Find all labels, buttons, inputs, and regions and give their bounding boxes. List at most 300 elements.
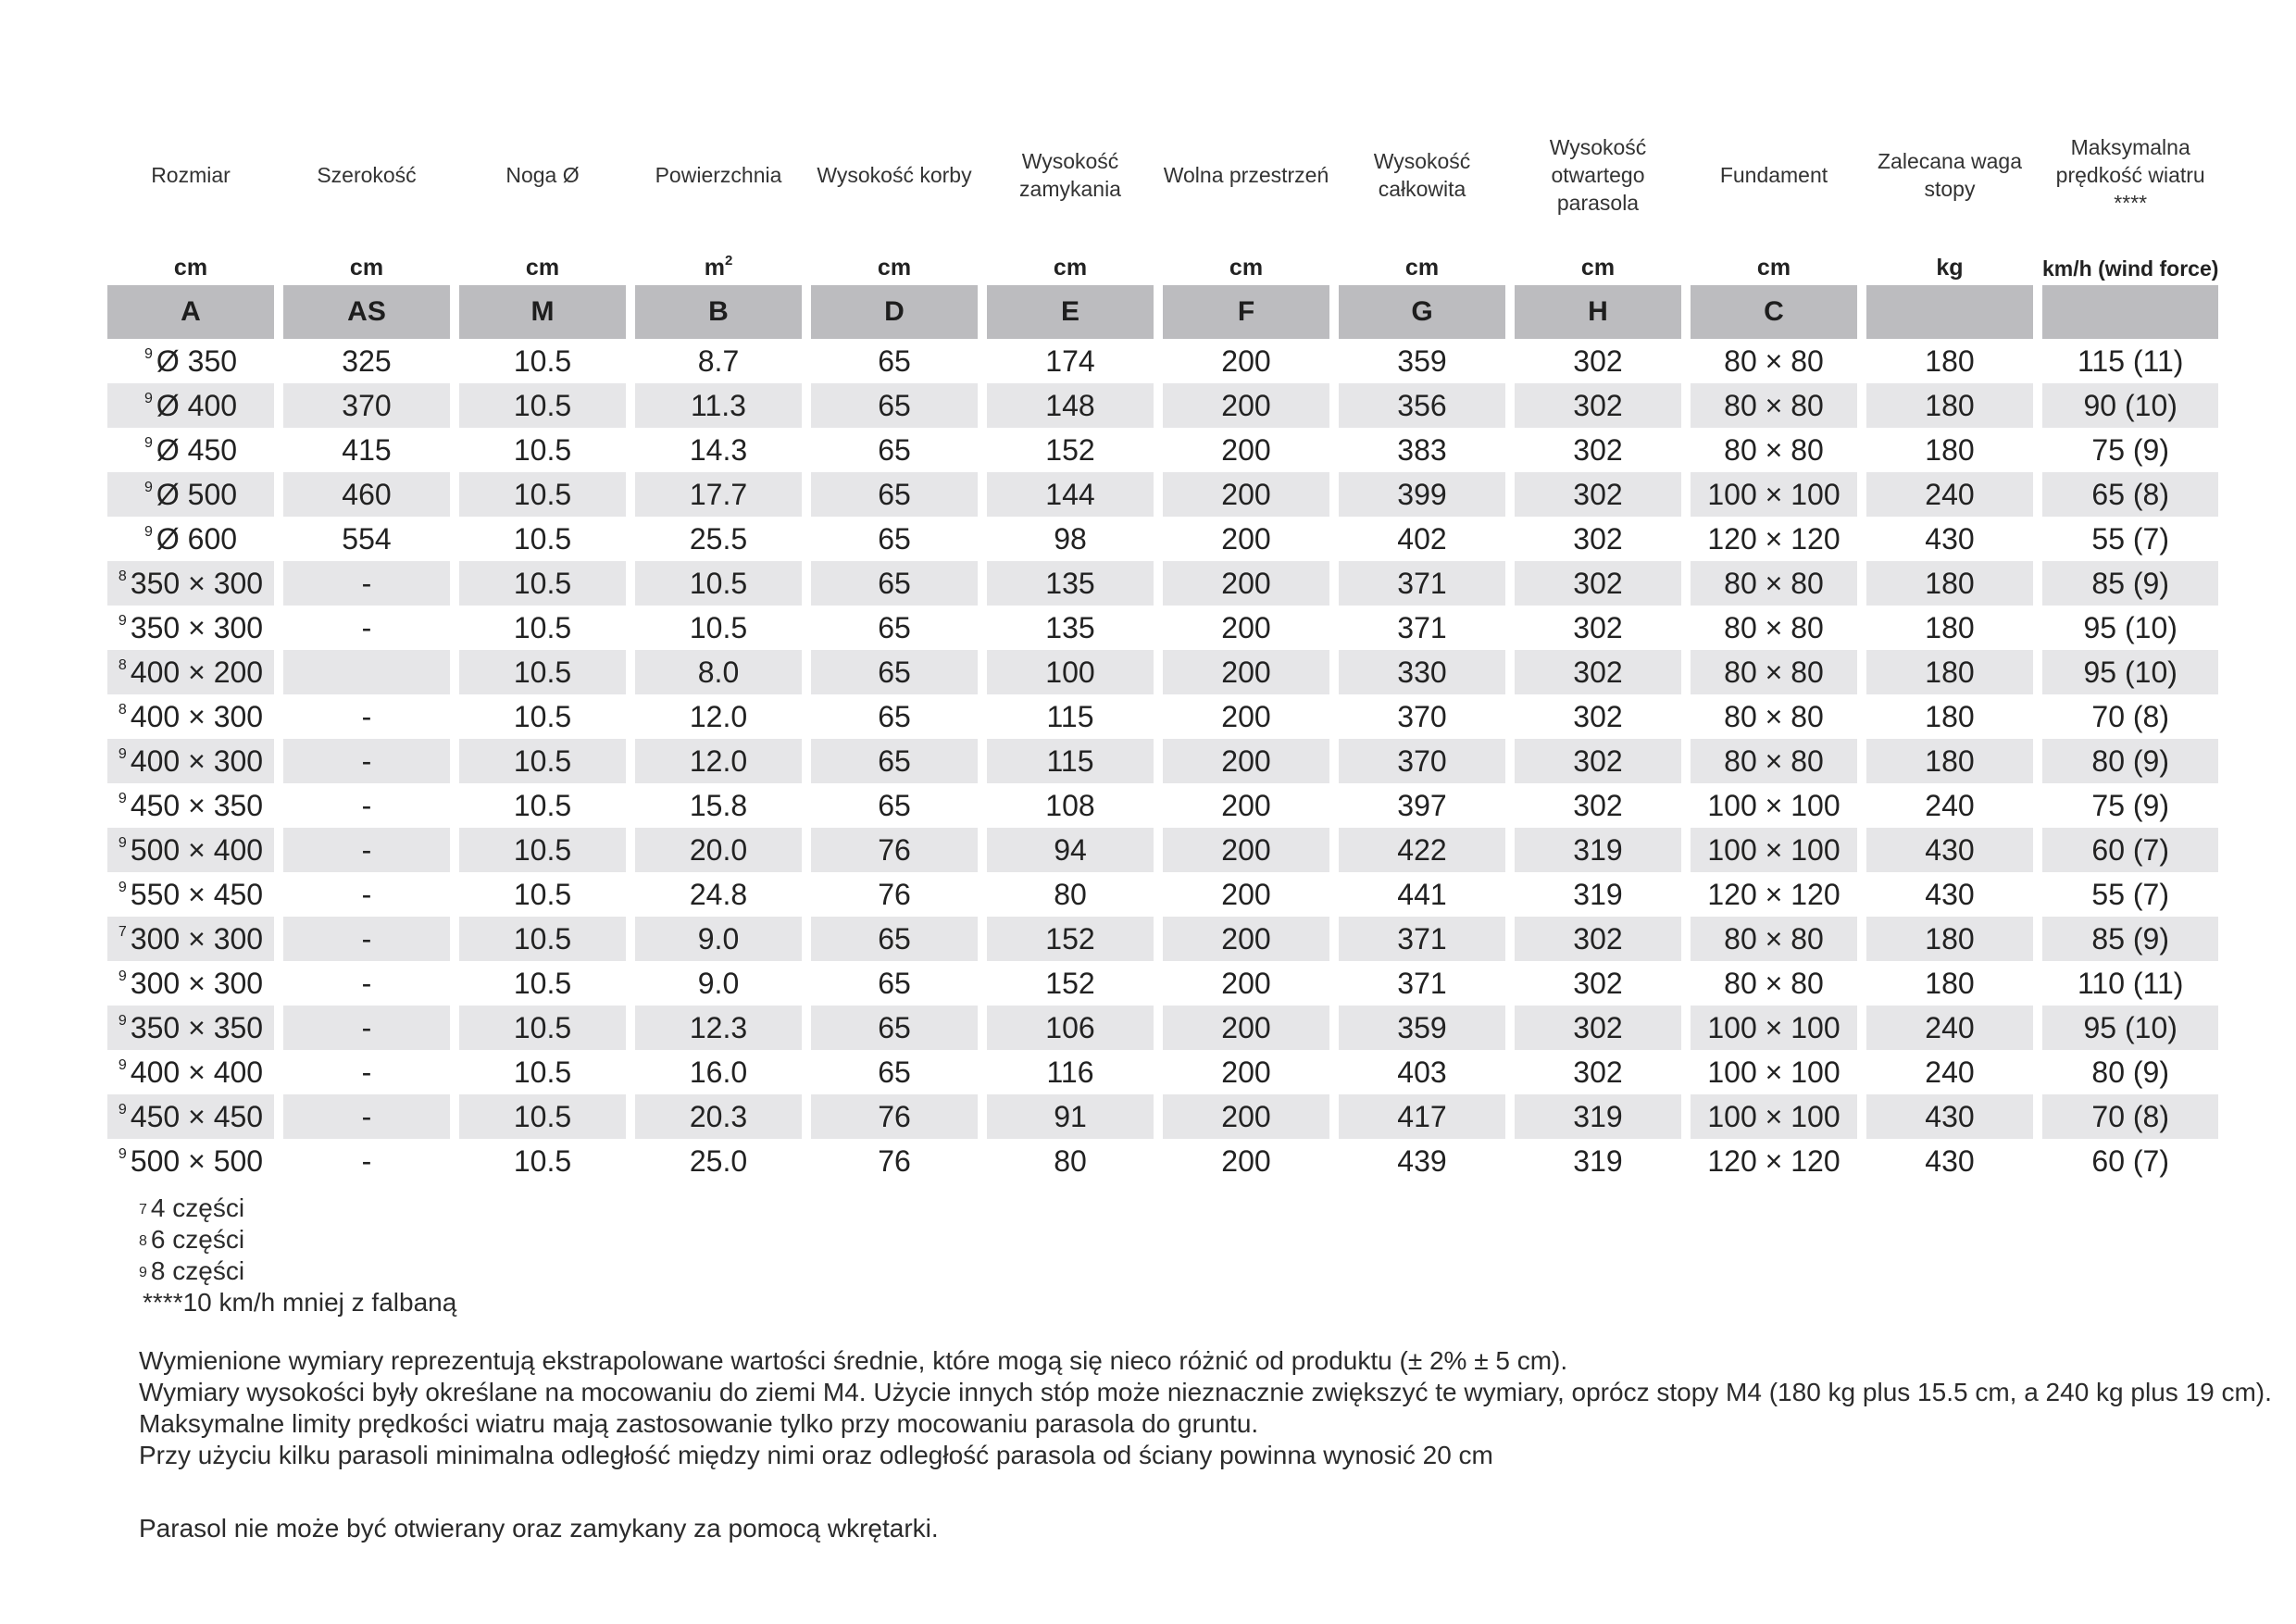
cell-base-weight: 180 (1866, 561, 2033, 606)
col-letter: C (1691, 281, 1857, 339)
parts-superscript: 9 (118, 790, 127, 806)
size-value: 300 × 300 (130, 921, 264, 956)
table-row (107, 650, 2218, 694)
size-value: 500 × 500 (130, 1143, 264, 1178)
parts-superscript: 9 (118, 834, 127, 851)
parts-superscript: 9 (118, 968, 127, 984)
cell-area: 8.0 (635, 650, 802, 694)
cell-crank-height: 65 (878, 1055, 911, 1089)
cell-foundation: 80 × 80 (1724, 699, 1824, 733)
cell-base-weight: 240 (1925, 1055, 1975, 1089)
col-letter: H (1515, 281, 1681, 339)
cell-closing-height: 115 (987, 739, 1154, 783)
cell-foundation: 100 × 100 (1691, 828, 1857, 872)
cell-max-wind: 55 (7) (2091, 521, 2169, 556)
footnote-item (139, 1287, 456, 1318)
cell-open-height: 302 (1515, 1006, 1681, 1050)
cell-leg: 10.5 (513, 1055, 572, 1089)
cell-base-weight: 180 (1866, 739, 2033, 783)
cell-width: - (361, 966, 372, 1000)
col-header-total-height: Wysokość całkowita (1373, 149, 1471, 201)
cell-clearance: 200 (1221, 966, 1271, 1000)
cell-crank-height: 65 (878, 966, 911, 1000)
cell-crank-height: 76 (811, 828, 978, 872)
cell-closing-height: 174 (1045, 344, 1095, 378)
cell-total-height: 417 (1339, 1094, 1505, 1139)
parts-superscript: 9 (144, 479, 153, 495)
cell-crank-height: 65 (811, 917, 978, 961)
cell-open-height: 319 (1515, 828, 1681, 872)
cell-size (107, 606, 274, 650)
cell-clearance: 200 (1221, 699, 1271, 733)
footnote-item (139, 1193, 456, 1224)
size-value: 450 × 350 (130, 788, 264, 822)
col-header-area: Powierzchnia (655, 163, 782, 187)
table-row (107, 472, 2218, 517)
col-unit: cm (1404, 255, 1440, 281)
cell-size (107, 1094, 274, 1139)
cell-total-height: 397 (1397, 788, 1447, 822)
cell-crank-height: 65 (878, 788, 911, 822)
cell-closing-height: 80 (1054, 1143, 1087, 1178)
cell-crank-height: 76 (878, 877, 911, 911)
cell-crank-height: 65 (878, 699, 911, 733)
cell-max-wind: 95 (10) (2083, 610, 2177, 644)
cell-foundation: 80 × 80 (1724, 610, 1824, 644)
parts-superscript: 9 (118, 612, 127, 629)
cell-closing-height: 94 (987, 828, 1154, 872)
cell-foundation: 100 × 100 (1691, 1006, 1857, 1050)
cell-clearance: 200 (1221, 521, 1271, 556)
cell-max-wind: 75 (9) (2091, 432, 2169, 467)
cell-clearance: 200 (1163, 917, 1329, 961)
cell-total-height: 370 (1397, 699, 1447, 733)
cell-leg: 10.5 (513, 699, 572, 733)
footnote-marker: 9 (139, 1265, 147, 1280)
cell-max-wind: 70 (8) (2042, 1094, 2218, 1139)
size-value: 400 × 200 (130, 655, 264, 689)
cell-open-height: 302 (1573, 610, 1623, 644)
cell-max-wind: 55 (7) (2091, 877, 2169, 911)
cell-base-weight: 430 (1925, 521, 1975, 556)
cell-base-weight: 180 (1925, 432, 1975, 467)
cell-total-height: 371 (1397, 966, 1447, 1000)
col-unit: cm (173, 255, 208, 281)
remark-line: Maksymalne limity prędkości wiatru mają zastosowanie tylko przy mocowaniu parasola do gruntu. (139, 1409, 1259, 1438)
cell-closing-height: 100 (987, 650, 1154, 694)
cell-area: 12.3 (635, 1006, 802, 1050)
cell-base-weight: 180 (1925, 966, 1975, 1000)
footnote-item (139, 1224, 456, 1255)
cell-crank-height: 65 (811, 561, 978, 606)
cell-clearance: 200 (1163, 828, 1329, 872)
cell-crank-height: 65 (878, 521, 911, 556)
cell-width: 415 (342, 432, 392, 467)
table-row (107, 1050, 2218, 1094)
cell-total-height: 383 (1397, 432, 1447, 467)
cell-area: 10.5 (689, 610, 748, 644)
cell-clearance: 200 (1221, 610, 1271, 644)
size-value: Ø 500 (156, 477, 238, 511)
cell-max-wind: 95 (10) (2042, 650, 2218, 694)
cell-size (107, 1139, 274, 1183)
col-header-width: Szerokość (317, 163, 417, 187)
cell-max-wind: 85 (9) (2042, 917, 2218, 961)
cell-base-weight: 180 (1866, 383, 2033, 428)
cell-crank-height: 65 (811, 383, 978, 428)
cell-area: 25.5 (689, 521, 748, 556)
cell-size (107, 694, 274, 739)
cell-clearance: 200 (1221, 1055, 1271, 1089)
cell-open-height: 302 (1515, 383, 1681, 428)
cell-open-height: 302 (1515, 650, 1681, 694)
cell-max-wind: 60 (7) (2042, 828, 2218, 872)
cell-foundation: 80 × 80 (1724, 344, 1824, 378)
cell-total-height: 359 (1397, 344, 1447, 378)
col-unit: cm (525, 255, 560, 281)
cell-size (107, 739, 274, 783)
cell-base-weight: 180 (1866, 917, 2033, 961)
cell-area: 12.0 (689, 699, 748, 733)
cell-base-weight: 430 (1925, 1143, 1975, 1178)
table-row (107, 561, 2218, 606)
cell-closing-height: 148 (987, 383, 1154, 428)
cell-size (107, 428, 274, 472)
col-letter: B (635, 281, 802, 339)
size-value: 350 × 300 (130, 610, 264, 644)
cell-base-weight: 430 (1866, 1094, 2033, 1139)
cell-total-height: 399 (1339, 472, 1505, 517)
cell-size (107, 383, 274, 428)
cell-leg: 10.5 (513, 521, 572, 556)
col-header-crank-height: Wysokość korby (817, 163, 972, 187)
footnote-item (139, 1255, 456, 1287)
cell-area: 24.8 (689, 877, 748, 911)
cell-open-height: 319 (1573, 877, 1623, 911)
final-note: Parasol nie może być otwierany oraz zamykany za pomocą wkrętarki. (139, 1514, 939, 1543)
remark-line: Wymiary wysokości były określane na mocowaniu do ziemi M4. Użycie innych stóp może nieznacznie zwiększyć te wymiary, oprócz stopy M4 (180 kg plus 15.5 cm, a 240 kg plus 19 cm). (139, 1378, 2272, 1406)
cell-max-wind: 80 (9) (2042, 739, 2218, 783)
size-value: Ø 600 (156, 521, 238, 556)
cell-crank-height: 65 (811, 650, 978, 694)
cell-width: - (283, 1006, 450, 1050)
cell-open-height: 302 (1573, 788, 1623, 822)
cell-size (107, 517, 274, 561)
cell-size (107, 339, 274, 383)
remark-line: Wymienione wymiary reprezentują ekstrapolowane wartości średnie, które mogą się nieco różnić od produktu (± 2% ± 5 cm). (139, 1346, 1568, 1375)
footnote-text: 6 części (150, 1225, 245, 1254)
size-value: Ø 450 (156, 432, 238, 467)
table-row (107, 339, 2218, 383)
cell-width: - (283, 1094, 450, 1139)
table-row (107, 872, 2218, 917)
cell-crank-height: 76 (811, 1094, 978, 1139)
cell-total-height: 403 (1397, 1055, 1447, 1089)
cell-leg: 10.5 (459, 383, 626, 428)
cell-closing-height: 106 (987, 1006, 1154, 1050)
cell-foundation: 100 × 100 (1707, 788, 1841, 822)
cell-clearance: 200 (1163, 383, 1329, 428)
col-header-foundation: Fundament (1719, 163, 1828, 187)
size-value: 450 × 450 (130, 1099, 264, 1133)
cell-area: 11.3 (635, 383, 802, 428)
cell-crank-height: 65 (878, 432, 911, 467)
cell-open-height: 302 (1515, 561, 1681, 606)
table-body (107, 339, 2218, 1183)
cell-max-wind: 70 (8) (2091, 699, 2169, 733)
size-value: 350 × 300 (130, 566, 264, 600)
cell-leg: 10.5 (459, 561, 626, 606)
cell-leg: 10.5 (513, 344, 572, 378)
cell-leg: 10.5 (459, 739, 626, 783)
cell-clearance: 200 (1221, 1143, 1271, 1178)
table-row (107, 1094, 2218, 1139)
parts-superscript: 9 (118, 879, 127, 895)
cell-foundation: 120 × 120 (1707, 1143, 1841, 1178)
remark-line: Przy użyciu kilku parasoli minimalna odległość między nimi oraz odległość parasola od ściany powinna wynosić 20 cm (139, 1441, 1493, 1469)
cell-total-height: 356 (1339, 383, 1505, 428)
table-row (107, 961, 2218, 1006)
cell-width: 370 (283, 383, 450, 428)
size-value: 400 × 300 (130, 743, 264, 778)
cell-base-weight: 430 (1925, 877, 1975, 911)
cell-clearance: 200 (1163, 472, 1329, 517)
parts-superscript: 9 (144, 390, 153, 406)
table-row (107, 517, 2218, 561)
col-unit: cm (1756, 255, 1791, 281)
cell-total-height: 402 (1397, 521, 1447, 556)
cell-size (107, 917, 274, 961)
remarks (139, 1345, 2272, 1471)
cell-foundation: 100 × 100 (1707, 1055, 1841, 1089)
cell-closing-height: 135 (1045, 610, 1095, 644)
cell-size (107, 783, 274, 828)
cell-closing-height: 91 (987, 1094, 1154, 1139)
cell-open-height: 302 (1573, 966, 1623, 1000)
footnote-text: 4 części (150, 1193, 245, 1222)
parts-superscript: 9 (144, 434, 153, 451)
cell-open-height: 302 (1573, 521, 1623, 556)
cell-leg: 10.5 (459, 650, 626, 694)
cell-width: - (361, 699, 372, 733)
col-letter: E (987, 281, 1154, 339)
size-value: 400 × 400 (130, 1055, 264, 1089)
cell-clearance: 200 (1221, 877, 1271, 911)
cell-base-weight: 240 (1925, 788, 1975, 822)
cell-clearance: 200 (1221, 432, 1271, 467)
cell-leg: 10.5 (459, 828, 626, 872)
cell-clearance: 200 (1163, 739, 1329, 783)
col-unit: cm (877, 255, 912, 281)
col-unit: cm (1580, 255, 1616, 281)
col-header-base-weight: Zalecana waga stopy (1878, 149, 2022, 201)
size-value: 400 × 300 (130, 699, 264, 733)
cell-clearance: 200 (1163, 650, 1329, 694)
col-header-max-wind: Maksymalna prędkość wiatru **** (2055, 135, 2205, 215)
cell-crank-height: 65 (811, 472, 978, 517)
cell-clearance: 200 (1163, 1006, 1329, 1050)
table-row (107, 606, 2218, 650)
col-header-closing-height: Wysokość zamykania (1019, 149, 1121, 201)
cell-width: - (361, 1143, 372, 1178)
cell-open-height: 302 (1573, 699, 1623, 733)
col-unit: cm (349, 255, 384, 281)
cell-max-wind: 80 (9) (2091, 1055, 2169, 1089)
cell-foundation: 100 × 100 (1691, 1094, 1857, 1139)
cell-foundation: 120 × 120 (1707, 877, 1841, 911)
cell-size (107, 872, 274, 917)
col-letter: G (1339, 281, 1505, 339)
cell-closing-height: 152 (1045, 966, 1095, 1000)
cell-width: - (283, 739, 450, 783)
table-row (107, 694, 2218, 739)
cell-foundation: 80 × 80 (1724, 966, 1824, 1000)
cell-width: - (361, 788, 372, 822)
parts-superscript: 9 (144, 523, 153, 540)
table-row (107, 739, 2218, 783)
size-value: 500 × 400 (130, 832, 264, 867)
cell-leg: 10.5 (459, 472, 626, 517)
cell-total-height: 441 (1397, 877, 1447, 911)
cell-base-weight: 240 (1866, 1006, 2033, 1050)
parts-superscript: 9 (118, 745, 127, 762)
col-header-size: Rozmiar (151, 163, 231, 187)
footnote-text: ****10 km/h mniej z falbaną (143, 1288, 457, 1317)
table-row (107, 1139, 2218, 1183)
cell-closing-height: 115 (1046, 699, 1094, 733)
cell-crank-height: 65 (811, 1006, 978, 1050)
unit-superscript: 2 (724, 253, 733, 269)
cell-open-height: 302 (1515, 917, 1681, 961)
cell-closing-height: 135 (987, 561, 1154, 606)
size-value: 350 × 350 (130, 1010, 264, 1044)
cell-foundation: 80 × 80 (1691, 561, 1857, 606)
size-value: Ø 350 (156, 344, 238, 378)
table-row (107, 428, 2218, 472)
cell-closing-height: 144 (987, 472, 1154, 517)
footnote-marker: 7 (139, 1202, 147, 1218)
size-value: Ø 400 (156, 388, 238, 422)
col-letter: F (1163, 281, 1329, 339)
cell-leg: 10.5 (513, 788, 572, 822)
cell-total-height: 371 (1339, 917, 1505, 961)
cell-max-wind: 75 (9) (2091, 788, 2169, 822)
unit-text: m (704, 255, 725, 281)
cell-leg: 10.5 (513, 1143, 572, 1178)
cell-area: 16.0 (689, 1055, 748, 1089)
cell-open-height: 319 (1573, 1143, 1623, 1178)
col-header-open-height: Wysokość otwartego parasola (1549, 135, 1647, 215)
cell-size (107, 561, 274, 606)
cell-closing-height: 152 (1045, 432, 1095, 467)
cell-area: 12.0 (635, 739, 802, 783)
cell-open-height: 302 (1515, 739, 1681, 783)
parts-superscript: 9 (118, 1012, 127, 1029)
cell-base-weight: 180 (1866, 650, 2033, 694)
cell-size (107, 828, 274, 872)
cell-closing-height: 152 (987, 917, 1154, 961)
size-value: 550 × 450 (130, 877, 264, 911)
cell-size (107, 1006, 274, 1050)
table-row (107, 383, 2218, 428)
cell-area: 20.0 (635, 828, 802, 872)
cell-closing-height: 116 (1046, 1055, 1094, 1089)
table-row (107, 1006, 2218, 1050)
header-units-row (107, 241, 2218, 281)
cell-base-weight: 180 (1925, 699, 1975, 733)
cell-width: 554 (342, 521, 392, 556)
cell-clearance: 200 (1221, 344, 1271, 378)
cell-open-height: 302 (1573, 344, 1623, 378)
cell-crank-height: 65 (811, 739, 978, 783)
cell-leg: 10.5 (459, 1006, 626, 1050)
col-letter: M (459, 281, 626, 339)
cell-area: 9.0 (635, 917, 802, 961)
cell-open-height: 319 (1515, 1094, 1681, 1139)
parts-superscript: 9 (118, 1056, 127, 1073)
cell-max-wind: 85 (9) (2042, 561, 2218, 606)
col-unit: kg (1936, 255, 1964, 281)
cell-closing-height: 108 (1045, 788, 1095, 822)
cell-width (283, 650, 450, 694)
footnote-marker: 8 (139, 1233, 147, 1249)
cell-max-wind: 60 (7) (2091, 1143, 2169, 1178)
col-header-clearance: Wolna przestrzeń (1163, 163, 1329, 187)
cell-clearance: 200 (1163, 561, 1329, 606)
parts-superscript: 9 (144, 345, 153, 362)
cell-max-wind: 110 (11) (2077, 966, 2184, 1000)
cell-area: 17.7 (635, 472, 802, 517)
cell-base-weight: 180 (1925, 344, 1975, 378)
parts-superscript: 8 (118, 568, 127, 584)
cell-foundation: 80 × 80 (1691, 739, 1857, 783)
parts-superscript: 8 (118, 656, 127, 673)
cell-total-height: 330 (1339, 650, 1505, 694)
cell-base-weight: 430 (1866, 828, 2033, 872)
cell-leg: 10.5 (513, 966, 572, 1000)
cell-foundation: 80 × 80 (1691, 917, 1857, 961)
cell-closing-height: 98 (1054, 521, 1087, 556)
parts-superscript: 7 (118, 923, 127, 940)
cell-area: 14.3 (689, 432, 748, 467)
cell-area: 25.0 (689, 1143, 748, 1178)
header-names-row (107, 109, 2218, 241)
cell-crank-height: 76 (878, 1143, 911, 1178)
cell-width: - (361, 610, 372, 644)
cell-foundation: 80 × 80 (1691, 383, 1857, 428)
col-unit: cm (1053, 255, 1088, 281)
col-letter: D (811, 281, 978, 339)
cell-leg: 10.5 (513, 610, 572, 644)
col-unit: km/h (wind force) (2042, 256, 2219, 281)
cell-total-height: 439 (1397, 1143, 1447, 1178)
cell-foundation: 100 × 100 (1691, 472, 1857, 517)
cell-open-height: 302 (1573, 1055, 1623, 1089)
table-row (107, 828, 2218, 872)
cell-closing-height: 80 (1054, 877, 1087, 911)
parts-superscript: 8 (118, 701, 127, 718)
cell-area: 8.7 (697, 344, 740, 378)
cell-open-height: 302 (1515, 472, 1681, 517)
col-letter: A (107, 281, 274, 339)
cell-total-height: 371 (1397, 610, 1447, 644)
cell-base-weight: 180 (1925, 610, 1975, 644)
col-letter (1866, 281, 2033, 339)
size-value: 300 × 300 (130, 966, 264, 1000)
cell-total-height: 370 (1339, 739, 1505, 783)
cell-width: - (283, 828, 450, 872)
cell-max-wind: 95 (10) (2042, 1006, 2218, 1050)
